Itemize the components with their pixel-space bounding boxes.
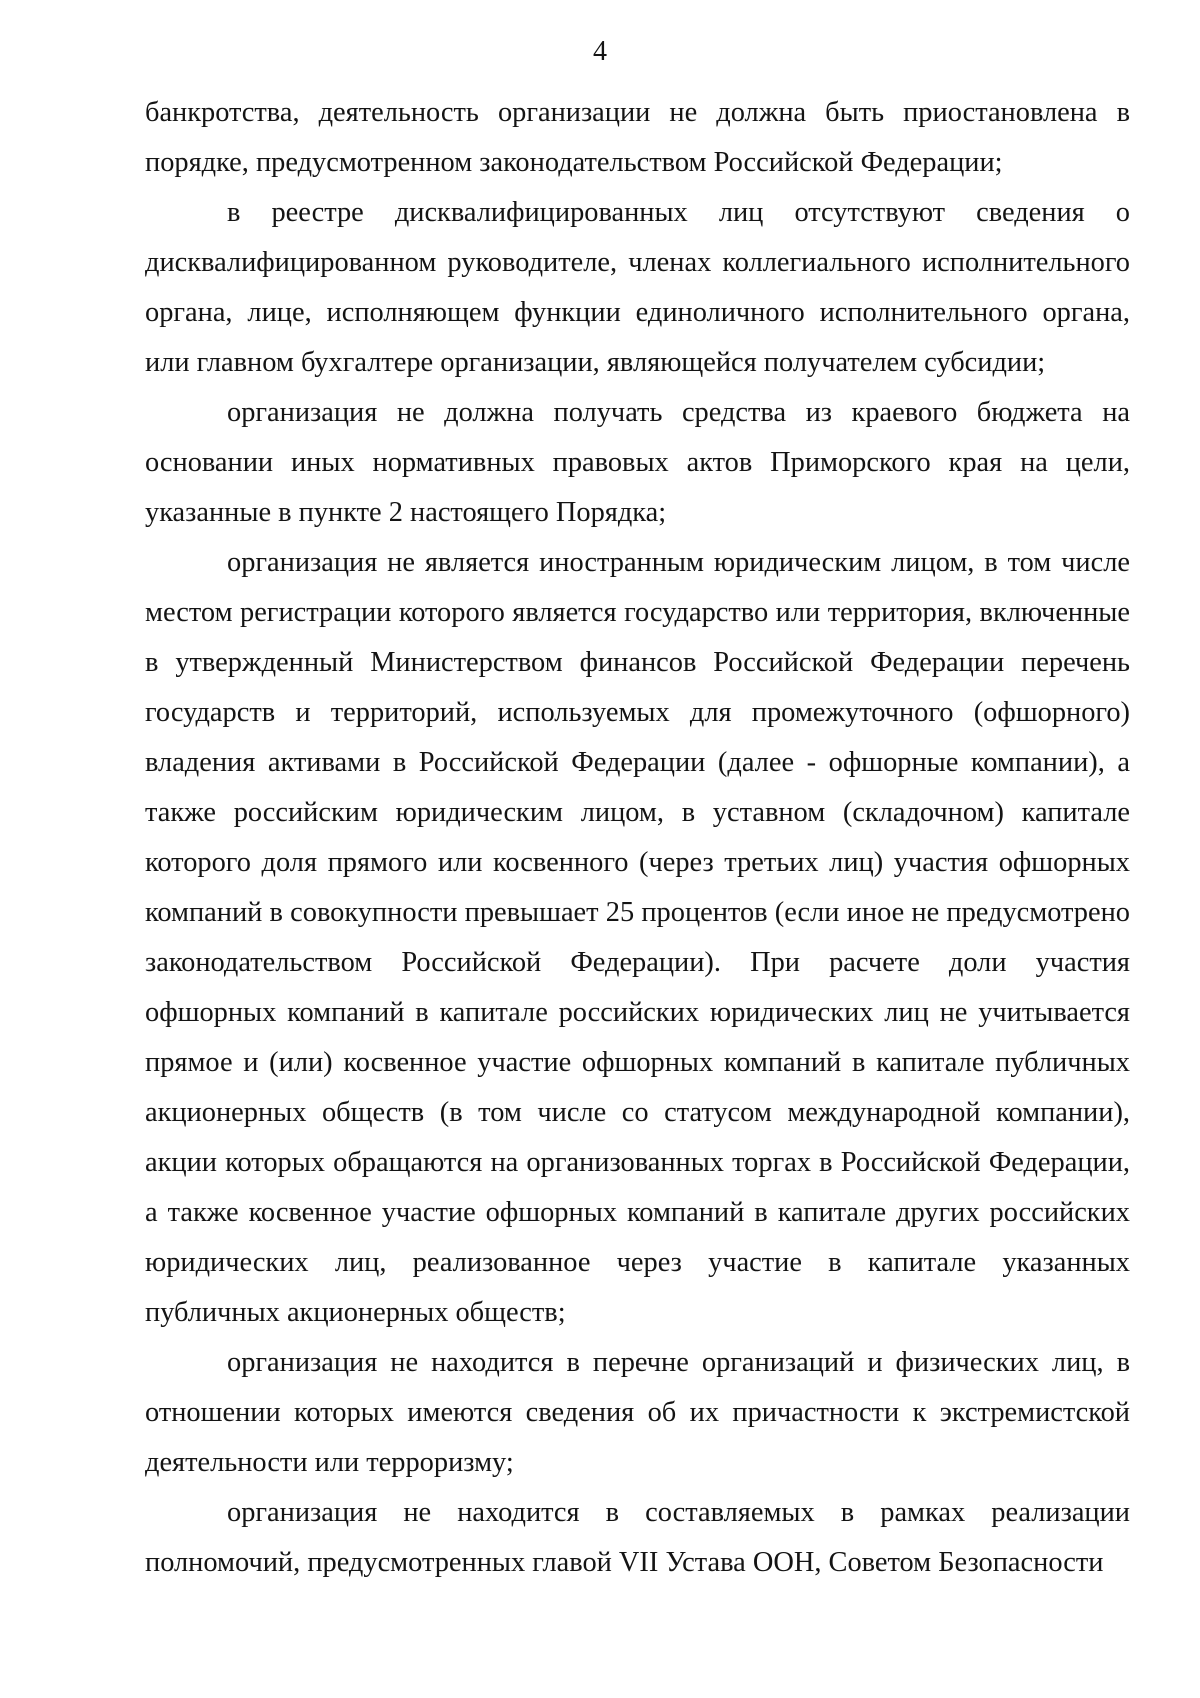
paragraph-bankruptcy-continuation: банкротства, деятельность организации не должна быть приостановлена в порядке, предусмотренном законодательством Российской Федерации; xyxy=(145,97,1130,178)
paragraph-no-other-regional-funds: организация не должна получать средства из краевого бюджета на основании иных нормативных правовых актов Приморского края на цели, указанные в пункте 2 настоящего Порядка; xyxy=(145,397,1130,528)
paragraph-disqualified-persons: в реестре дисквалифицированных лиц отсутствуют сведения о дисквалифицированном руководителе, членах коллегиального исполнительного органа, лице, исполняющем функции единоличного исполнительного органа, или главном бухгалтере организации, являющейся получателем субсидии; xyxy=(145,197,1130,378)
page-number: 4 xyxy=(593,36,607,67)
paragraph-un-security-council-lists: организация не находится в составляемых в рамках реализации полномочий, предусмотренных главой VII Устава ООН, Советом Безопасности xyxy=(145,1497,1130,1578)
paragraph-not-foreign-offshore-entity: организация не является иностранным юридическим лицом, в том числе местом регистрации которого является государство или территория, включенные в утвержденный Министерством финансов Российской Федерации перечень государств и территорий, используемых для промежуточного (офшорного) владения активами в Российской Федерации (далее - офшорные компании), а также российским юридическим лицом, в уставном (складочном) капитале которого доля прямого или косвенного (через третьих лиц) участия офшорных компаний в совокупности превышает 25 процентов (если иное не предусмотрено законодательством Российской Федерации). При расчете доли участия офшорных компаний в капитале российских юридических лиц не учитывается прямое и (или) косвенное участие офшорных компаний в капитале публичных акционерных обществ (в том числе со статусом международной компании), акции которых обращаются на организованных торгах в Российской Федерации, а также косвенное участие офшорных компаний в капитале других российских юридических лиц, реализованное через участие в капитале указанных публичных акционерных обществ; xyxy=(145,547,1130,1328)
paragraph-not-extremism-list: организация не находится в перечне организаций и физических лиц, в отношении которых имеются сведения об их причастности к экстремистской деятельности или терроризму; xyxy=(145,1347,1130,1478)
document-body xyxy=(145,88,1130,1588)
